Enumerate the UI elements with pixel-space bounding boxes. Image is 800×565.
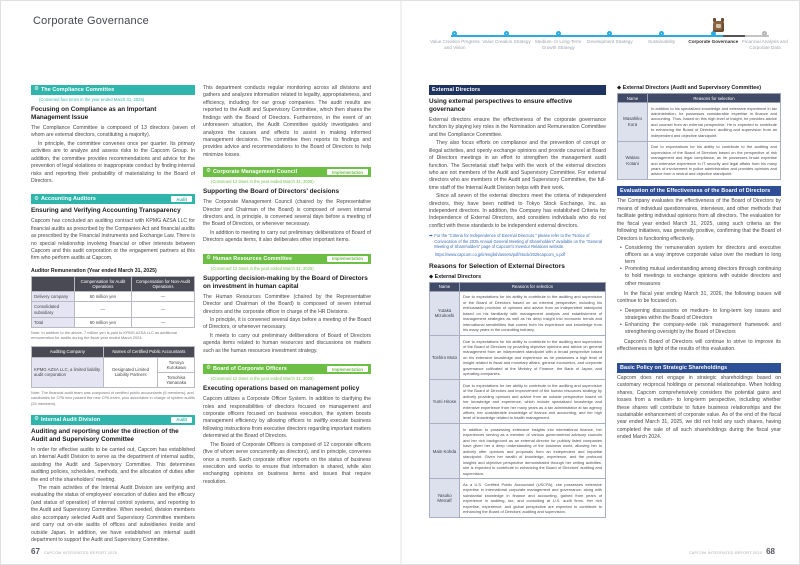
table-row: KPMG AZSA LLC, a limited liability audit corporation Designated Limited Liability Partners Tomoya Kurokawa	[32, 357, 195, 372]
col-header: Names of Certified Public Accountants	[103, 347, 194, 357]
paragraph: In addition to meeting to carry out preliminary deliberations of Board of Directors agenda items, it also deliberates other important items.	[203, 229, 371, 244]
gear-icon: ⚙	[206, 365, 211, 372]
col-header: Name	[618, 94, 648, 103]
list-item: • Deepening discussions on medium- to long-term key issues and strategies within the Board of Directors	[620, 308, 781, 322]
nav-item-corporate-governance[interactable]: Corporate Governance	[687, 9, 739, 50]
selection-reason: As a U.S. Certified Public Accountant (USCPA), she possesses extensive expertise in international corporate management and governance, along with substantial knowledge in finance and accounting, gained from years of experience in auditing, tax, and consulting at U.S. audit firms. Her rich expertise, experience, and global perspective are expected to contribute to enhancing the Board of Directors' auditing and supervision.	[460, 479, 606, 518]
director-name: Yutaka Mizukoshi	[430, 291, 460, 335]
external-directors-subheading: ◆ External Directors	[429, 273, 482, 280]
paragraph: The Corporate Management Council (chaired by the Representative Director and Chairman of the Board) is composed of seven internal directors and, in principle, is convened several days before a meeting of the Board of Directors, or whenever necessary.	[203, 199, 371, 228]
director-name: Wataru Kotani	[618, 141, 648, 180]
section-internal-audit	[31, 415, 195, 543]
chapter-nav	[429, 9, 791, 53]
section-heading: Supporting the Board of Directors' decisions	[203, 188, 340, 196]
paragraph: The main activities of the Internal Audit Division are verifying and evaluating the status of employees' execution of duties and the efficacy (and status of operation) of internal control systems, and reporting to the Audit and Supervisory Committee. When needed, division members also accompany selected Audit and Supervisory Committee members and carry out on-site audits of offices and subsidiaries inside and outside Japan. In addition, we have established an internal audit department to support the Audit and Supervisory Committee.	[31, 485, 195, 543]
section-heading: Using external perspectives to ensure effective governance	[429, 98, 573, 113]
section-heading: Ensuring and Verifying Accounting Transparency	[31, 207, 181, 215]
nav-item-development-strategy[interactable]: Development Strategy	[584, 9, 636, 50]
evaluation-criteria-list	[620, 245, 781, 288]
section-corporate-officers	[203, 364, 371, 486]
nav-item-sustainability[interactable]: Sustainability	[636, 9, 688, 50]
selection-reason: Due to expectations for his ability to contribute to the auditing and supervision of the Board of Directors by providing objective opinions and advice on general management from an independent standpoint with a broad perspective based on his extensive knowledge and experience as he possesses a high level of insight related to fiscal and monetary affairs, general economics, and corporate governance cultivated at the Ministry of Finance, the Bank of Japan, and operating companies.	[460, 336, 606, 380]
nav-item-financial-analysis[interactable]: Financial Analysis and Corporate Data	[739, 9, 791, 50]
section-heading: Executing operations based on management policy	[203, 385, 360, 393]
col-header	[32, 276, 75, 291]
continuation-paragraph: This department conducts regular monitoring across all divisions and gathers and analyzes information related to legality, appropriateness, and efficiency, including for our group companies. The audit results are reported to the Audit and Supervisory Committee, which then shares the findings with the Board of Directors. Furthermore, in the event of an unforeseen situation, the Audit Committee quickly investigates and analyzes the causes and effects to assist in making informed management decisions. The committee then reports its findings and provides advice and recommendations to the Board of Directors to help minimize losses.	[203, 85, 371, 158]
page-number: 68	[766, 547, 775, 556]
section-heading: Supporting decision-making by the Board of Directors on investment in human capital	[203, 274, 368, 290]
director-name: Toshiro Muto	[430, 336, 460, 380]
table-note: Note: In addition to the above, 7 million yen is paid to KPMG AZSA LLC as additional remuneration for audits during the fiscal year ended March 2024.	[31, 329, 177, 341]
auditing-company-table	[31, 346, 195, 388]
table-row	[430, 479, 606, 518]
col-header: Compensation for Audit Operations	[74, 276, 131, 291]
gear-icon: ⚙	[34, 416, 39, 423]
left-page-footer	[31, 547, 117, 556]
section-management-council	[203, 167, 371, 245]
nav-dot	[762, 31, 767, 36]
gear-icon: ⚙	[206, 255, 211, 261]
section-header-effectiveness: Evaluation of the Effectiveness of the Board of Directors	[617, 186, 781, 196]
paragraph: In the fiscal year ending March 31, 2026, the following issues will continue to be focused on.	[617, 290, 781, 305]
convened-note: (Convened 12 times in the year ended March 31, 2025)	[211, 265, 314, 271]
section-header-corporate-officers: ⚙ Board of Corporate Officers Implementation	[203, 364, 371, 374]
section-heading: Auditing and reporting under the direction of the Audit and Supervisory Committee	[31, 427, 179, 443]
paragraph: Capcom does not engage in strategic shareholdings based on customary reciprocal holdings or personal relationships. When holding shares, Capcom comprehensively considers the potential gains and losses from a medium- to long-term perspective, including whether these shares will contribute to future business relationships and the sustainable enhancement of corporate value. As of the end of the fiscal year ended March 31, 2025, we did not hold any such shares, having completed the sale of all such shareholdings during the fiscal year ended March 2024.	[617, 374, 781, 441]
implementation-tag: Implementation	[327, 169, 368, 175]
paragraph: In order for effective audits to be carried out, Capcom has established an Internal Audit Division to serve as the department of internal audits, assisting the Audit and Supervisory Committee. This determines auditing policies, schedules, methods, and the allocation of duties after the end of the shareholders' meeting.	[31, 446, 195, 483]
table-row: Delivery company 60 million yen —	[32, 292, 195, 302]
convened-note: (Convened 12 times in the year ended March 31, 2025)	[211, 376, 314, 382]
director-name: Yasuko Metcalf	[430, 479, 460, 518]
table-row: Tomohisa Yamanaka	[32, 372, 195, 387]
nav-item-value-creation-progress[interactable]: Value Creation Progress and Vision	[429, 9, 481, 50]
table-row	[618, 141, 781, 180]
paragraph: The Company evaluates the effectiveness of the Board of Directors by means of individual questionnaires, interviews, and other methods that facilitate getting individual opinions from all directors. The evaluation for the fiscal year ended March 31, 2025, using such criteria as the following initiatives, was generally positive, confirming that the Board of Directors is functioning effectively.	[617, 198, 781, 242]
audit-tag: Audit	[171, 417, 192, 423]
audit-tag: Audit	[171, 196, 192, 202]
col-header: Reasons for selection	[460, 282, 606, 291]
section-header-internal-audit: ⚙ Internal Audit Division Audit	[31, 415, 195, 425]
report-name: CAPCOM INTEGRATED REPORT 2025	[43, 551, 118, 555]
selection-reason: In addition to possessing extensive insights into international finance, her experiences serving as a member of various governmental advisory councils and her rich background as an external director for publicly listed companies have given her a deep understanding of the business world, allowing her to actively offer opinions and proposals from an independent and impartial standpoint. Given her wealth of knowledge, experience, and the profound insights and objective perspective demonstrated through her writing activities, she is expected to contribute to enhancing the Board of Directors' auditing and supervision.	[460, 424, 606, 479]
paragraph: They also focus efforts on compliance and the prevention of corrupt or illegal activities, and openly exchange opinions and provide counsel at Board of Directors meetings in an effort to strengthen the management audit function. The Secretariat staff helps with the work of the external directors who are not members of the Audit and Supervisory Committee. For external directors who are members of the Audit and Supervisory Committee, the full-time staff of the Internal Audit Division helps with their work.	[429, 140, 606, 191]
right-page-footer	[689, 547, 775, 556]
paragraph: It meets to carry out preliminary deliberations of Board of Directors agenda items related to human resources and discussions on matters such as the human resources investment strategy.	[203, 332, 371, 354]
col-header: Compensation for Non-Audit Operations	[131, 276, 194, 291]
col-header: Reasons for selection	[648, 94, 781, 103]
paragraph: Capcom has concluded an auditing contract with KPMG AZSA LLC for financial audits as prescribed by the Companies Act and financial audits as prescribed by the Financial Instruments and Exchange Law. There is no special relationship involving financial or other interests between Capcom and this audit corporation or the engagement partners at this firm who perform audits at Capcom.	[31, 218, 195, 262]
page-gutter	[400, 1, 402, 565]
section-header-management-council: ⚙ Corporate Management Council Implementation	[203, 167, 371, 177]
list-item: • Promoting mutual understanding among directors through continuing to hold meetings to exchange opinions with outside directors and other measures	[620, 266, 781, 287]
table-row	[618, 103, 781, 142]
nav-item-value-creation-strategy[interactable]: Value Creation Strategy	[481, 9, 533, 50]
gear-icon: ⚙	[206, 168, 211, 175]
page-number: 67	[31, 547, 40, 556]
list-item: • Considering the remuneration system for directors and executive officers as a way improve corporate value over the medium to long term	[620, 245, 781, 266]
reference-url[interactable]: https://www.capcom.co.jp/ir/english/assets/pdf/stock/2025capcom_s.pdf	[435, 251, 565, 257]
selection-reason: Due to expectations for her ability to contribute to the auditing and supervision of the Board of Directors and improvement of the human resources strategy by actively providing opinions and advice from an outside perspective based on her knowledge and experience, which include specialized knowledge and extensive experience from her many years as a tax administrator at tax agency offices, her considerable knowledge of finance and accounting, and her high level of knowledge related to health management.	[460, 380, 606, 424]
paragraph: Capcom utilizes a Corporate Officer System. In addition to clarifying the roles and responsibilities of directors focused on management and corporate officers focused on business execution, the system boosts management efficiency by allowing officers to swiftly execute business following instructions from executive directors regarding important matters determined at the Board of Directors.	[203, 396, 371, 440]
page68-column1	[429, 85, 606, 543]
page67-column1	[31, 85, 195, 543]
selection-reason: In addition to his specialized knowledge and extensive experience in tax administration, he possesses considerable expertise in finance and accounting. Thus, based on this high level of insight, he provides advice and counsel from an external perspective. He is expected to contribute to enhancing the Board of Directors' auditing and supervision from an independent and objective standpoint.	[648, 103, 781, 142]
nav-dot	[556, 31, 561, 36]
page67-column2	[203, 85, 371, 543]
link-icon: ➡	[429, 233, 433, 239]
list-item: • Enhancing the company-wide risk management framework and strengthening oversight by the Board of Directors	[620, 322, 781, 336]
director-name: Masahiko Kora	[618, 103, 648, 142]
section-strategic-shareholdings	[617, 363, 781, 442]
paragraph: Since all seven of the external directors meet the criteria of independent directors, they have been notified to Tokyo Stock Exchange, Inc. as independent directors. In addition, the Company has established Criteria for Independence of External Directors, and considers individuals who do not conflict with these standards to be independent external directors.	[429, 193, 606, 229]
table-row: Consolidated subsidiary — —	[32, 302, 195, 317]
section-header-shareholdings: Basic Policy on Strategic Shareholdings	[617, 363, 781, 373]
future-issues-list	[620, 308, 781, 337]
paragraph: In principle, the committee convenes once per quarter. Its primary activities are to analyze and assess risks to the Capcom Group. In addition, the committee provides recommendations and advice for the prevention of legal violations or inappropriate conduct by finding internal risks and reporting their probability of materializing to the Board of Directors.	[31, 140, 195, 184]
nav-dot	[659, 31, 664, 36]
col-header: Name	[430, 282, 460, 291]
table-row: Total 60 million yen —	[32, 317, 195, 327]
section-header-accounting: ⚙ Accounting Auditors Audit	[31, 194, 195, 204]
page68-column2	[617, 85, 781, 543]
implementation-tag: Implementation	[327, 256, 368, 262]
section-accounting-auditors	[31, 194, 195, 406]
section-header-external-directors: External Directors	[429, 85, 606, 95]
section-heading: Focusing on Compliance as an Important Management Issue	[31, 106, 157, 121]
external-directors-table	[429, 282, 606, 518]
nav-dot	[607, 31, 612, 36]
section-hr-committee	[203, 254, 371, 355]
section-header-compliance: ⚙ The Compliance Committee	[31, 85, 195, 95]
gear-icon: ⚙	[34, 86, 39, 93]
table-title: Auditor Remuneration (Year ended March 31, 2025)	[31, 267, 157, 274]
director-name: Yumi Hirose	[430, 380, 460, 424]
nav-dot	[452, 31, 457, 36]
convened-note: (Convened four times in the year ended March 31, 2025)	[39, 97, 145, 102]
table-note: Note: The financial audit team was composed of certified public accountants (6 members), and candidates for CPA who passed the new CPA exam, plus associates in charge of system audits (26 members).	[31, 390, 195, 406]
table-row	[430, 291, 606, 335]
implementation-tag: Implementation	[327, 366, 368, 372]
audit-committee-directors-table	[617, 93, 781, 180]
convened-note: (Convened 12 times in the year ended March 31, 2025)	[211, 179, 314, 185]
section-header-hr-committee: ⚙ Human Resources Committee Implementation	[203, 254, 371, 264]
nav-dot	[504, 31, 509, 36]
reference-note[interactable]: ➡ For the “Criteria for Independence of External Directors,” please refer to the “Notice of Convocation of the 2025 Annual General Meeting of Shareholders” available on the “General Meeting of Shareholders” page of Capcom's Investor Relations website.	[429, 233, 603, 250]
capcom-mascot-icon	[712, 18, 725, 33]
col-header: Auditing Company	[32, 347, 104, 357]
section-compliance-committee	[31, 85, 195, 185]
paragraph: The Human Resources Committee (chaired by the Representative Director and Chairman of the Board) is composed of seven internal directors and the corporate officer in charge of the HR Divisions.	[203, 293, 371, 315]
selection-reason: Due to expectations for his ability to contribute to the auditing and supervision of the Board of Directors based on the perspective of risk management and legal compliance, as he possesses broad expertise and extensive experience in IT security and legal affairs from his many years of involvement in police administration and provides opinions and advice from a neutral and objective standpoint.	[648, 141, 781, 180]
section-board-effectiveness	[617, 186, 781, 353]
paragraph: In principle, it is convened several days before a meeting of the Board of Directors, or whenever necessary.	[203, 317, 371, 331]
selection-reason: Due to expectations for his ability to contribute to the auditing and supervision of the Board of Directors based on an external perspective, including his enthusiastic provision of opinions and advice from an independent standpoint based on his familiarity with management analysis and establishment of management strategies as well as his deep insight into economic trends and international sensibilities that comes from his experience and knowledge from his many years in the consulting industry.	[460, 291, 606, 335]
paragraph: External directors ensure the effectiveness of the corporate governance function by playing key roles in the Nomination and Remuneration Committee and the Compliance Committee.	[429, 117, 606, 138]
table-row	[430, 380, 606, 424]
audit-committee-subheading: ◆ External Directors (Audit and Supervisory Committee)	[617, 85, 762, 91]
nav-item-growth-strategy[interactable]: Medium- to Long-Term Growth Strategy	[532, 9, 584, 50]
report-name: CAPCOM INTEGRATED REPORT 2025	[688, 551, 763, 555]
selection-heading: Reasons for Selection of External Directors	[429, 262, 565, 270]
paragraph: Capcom's Board of Directors will continue to strive to improve its effectiveness in light of the results of this evaluation.	[617, 339, 781, 353]
director-name: Main Kohda	[430, 424, 460, 479]
paragraph: The Compliance Committee is composed of 13 directors (seven of whom are external directors, constituting a majority).	[31, 125, 195, 139]
table-row	[430, 424, 606, 479]
page-title: Corporate Governance	[33, 15, 149, 27]
table-row	[430, 336, 606, 380]
paragraph: The Board of Corporate Officers is composed of 12 corporate officers (five of whom serve concurrently as directors), and in principle, convenes once a month. Each corporate officer reports on the status of business execution and works to ensure that information is shared, while also exchanging opinions on business items and issues that require resolution.	[203, 441, 371, 485]
gear-icon: ⚙	[34, 195, 39, 202]
auditor-remuneration-table	[31, 276, 195, 328]
